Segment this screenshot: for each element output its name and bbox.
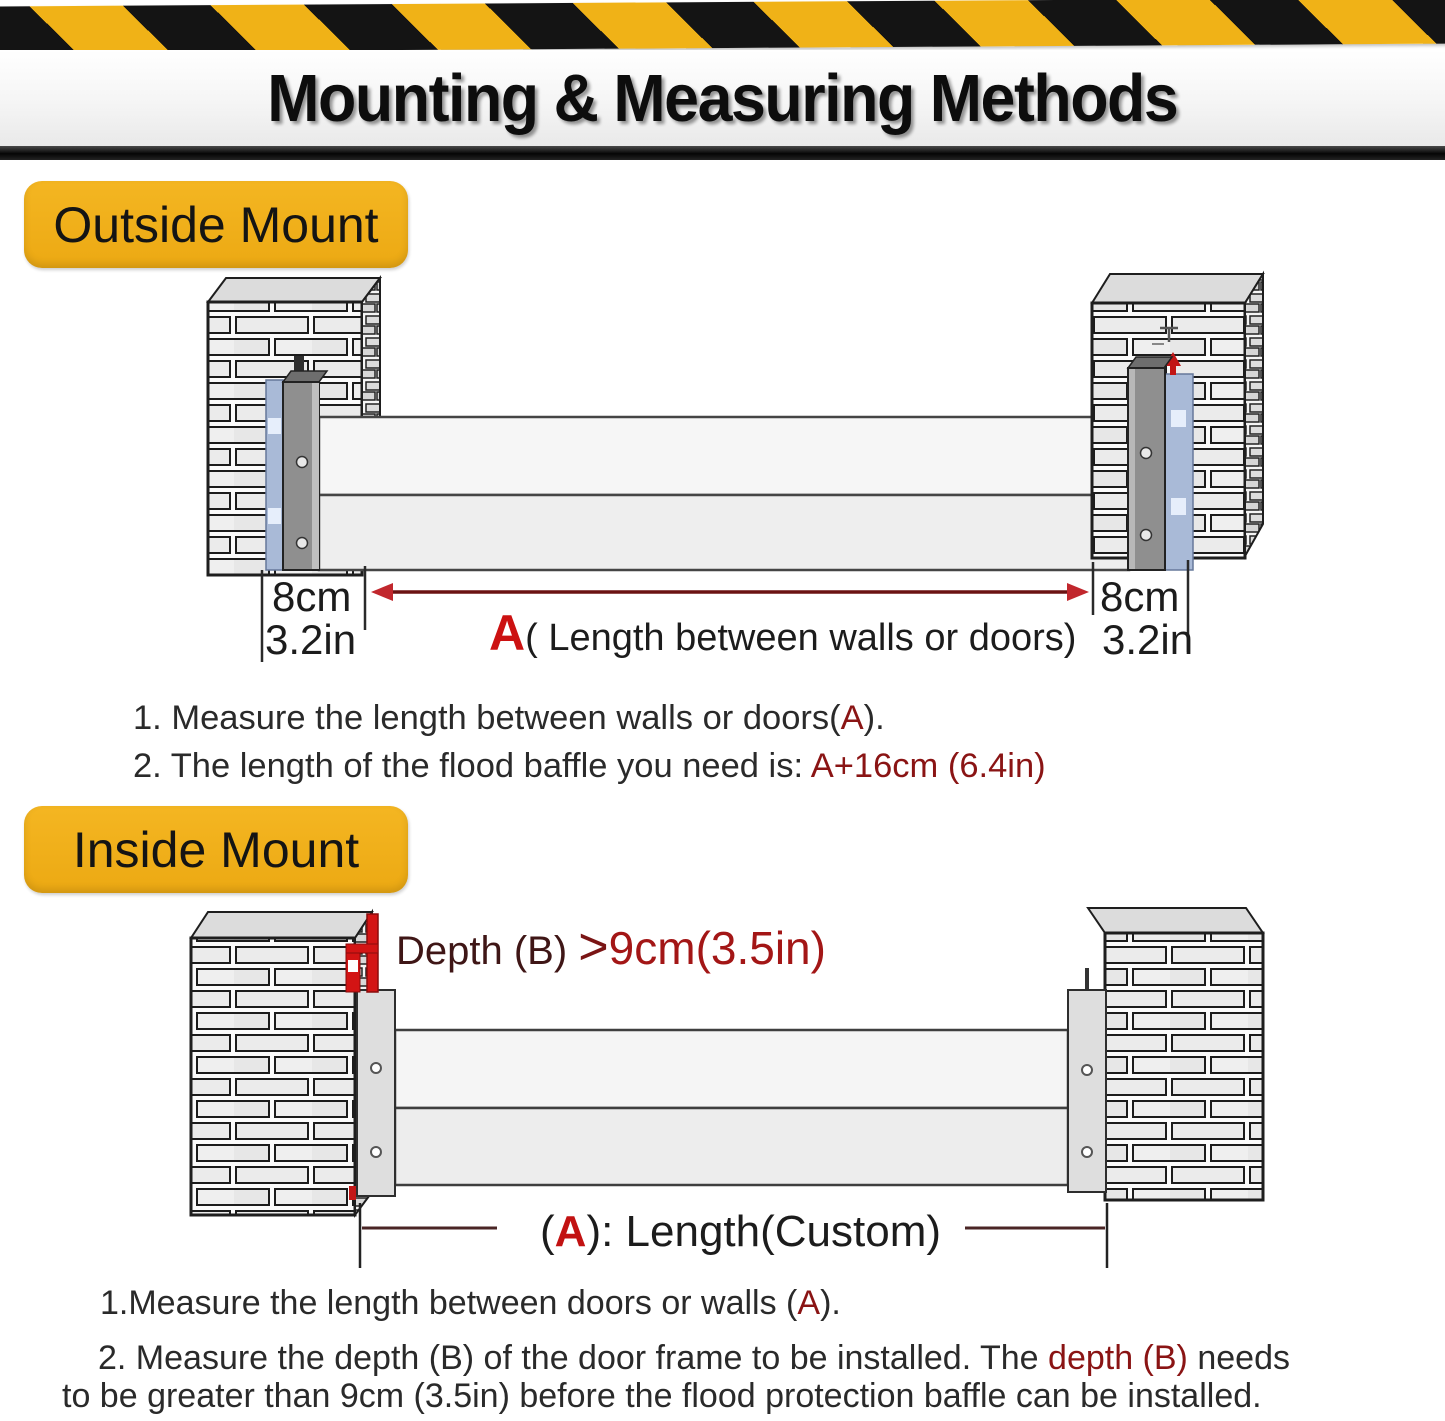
arrowhead-right-icon: [1067, 583, 1089, 601]
screw-hole: [1082, 1147, 1092, 1157]
inside-mount-badge: [24, 806, 408, 893]
right-mounting-plate: [1068, 968, 1106, 1192]
outside-measurement: [262, 560, 1193, 663]
outside-mount-badge-label: Outside Mount: [53, 196, 379, 253]
flood-barrier-panels: [395, 1030, 1068, 1185]
left-mounting-plate: [357, 970, 395, 1196]
right-offset-in: 3.2in: [1102, 616, 1194, 663]
title-band: [0, 50, 1445, 146]
screw-hole: [1141, 530, 1152, 541]
right-offset-cm: 8cm: [1100, 573, 1180, 620]
screw-hole: [297, 457, 308, 468]
outside-mount-instructions: [133, 694, 1413, 790]
page-title: Mounting & Measuring Methods: [267, 60, 1178, 136]
outside-step-2: 2. The length of the flood baffle you need is: A+16cm (6.4in): [133, 747, 1046, 785]
screw-hole: [1141, 448, 1152, 459]
screw-hole: [371, 1147, 381, 1157]
right-brick-pillar: [1088, 908, 1263, 1200]
arrowhead-left-icon: [371, 583, 393, 601]
title-divider-bar: [0, 146, 1445, 160]
inside-step-2-line-2: to be greater than 9cm (3.5in) before the flood protection baffle can be installed.: [62, 1377, 1262, 1415]
inside-mount-diagram: [0, 900, 1445, 1275]
left-brick-pillar: [191, 912, 372, 1215]
inside-mount-instructions: [62, 1284, 1442, 1415]
inside-step-1: 1.Measure the length between doors or walls (A).: [100, 1284, 841, 1322]
inside-mount-badge-label: Inside Mount: [72, 821, 360, 878]
span-length-label: A( Length between walls or doors): [489, 605, 1077, 661]
screw-hole: [371, 1063, 381, 1073]
screw-hole: [1082, 1065, 1092, 1075]
outside-mount-badge: [24, 181, 408, 268]
left-offset-in: 3.2in: [265, 616, 357, 663]
right-wall-seal-strip: [1165, 352, 1193, 570]
anchor-pin: [1085, 968, 1089, 990]
screw-hole: [297, 538, 308, 549]
inside-step-2-line-1: 2. Measure the depth (B) of the door frame to be installed. The depth (B) needs: [98, 1339, 1290, 1377]
span-letter: A: [489, 605, 526, 661]
outside-mount-diagram: [0, 270, 1445, 690]
left-wall-seal-strip: [266, 380, 283, 570]
inside-measurement: [360, 1203, 1107, 1268]
depth-label: Depth (B) >9cm(3.5in): [396, 918, 826, 976]
flood-barrier-panels: [319, 417, 1129, 570]
right-mounting-bracket: [1128, 357, 1172, 570]
outside-step-1: 1. Measure the length between walls or doors(A).: [133, 699, 885, 737]
custom-length-label: (A): Length(Custom): [540, 1207, 942, 1256]
left-offset-cm: 8cm: [272, 573, 352, 620]
caution-tape-stripe: [0, 0, 1445, 53]
